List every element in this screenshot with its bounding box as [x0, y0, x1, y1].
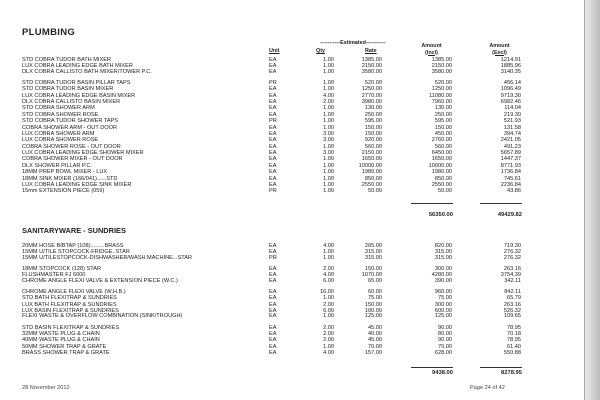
item-unit: EA — [269, 130, 277, 137]
item-amount-incl: 1885.96 — [500, 63, 521, 70]
item-amount-excl: 300.00 — [434, 265, 452, 272]
item-qty: 4.00 — [323, 350, 334, 357]
item-qty: 1.00 — [323, 175, 334, 182]
footer-date: 28 November 2012 — [22, 385, 70, 391]
item-qty: 3.00 — [323, 130, 334, 137]
item-description: LUX COBRA LEADING EDGE BASIN MIXER — [22, 92, 136, 99]
qty-header — [316, 48, 325, 55]
item-amount-incl: 842.11 — [504, 288, 521, 295]
item-rate: 45.00 — [368, 324, 382, 331]
amount-incl-header-line1: Amount — [489, 43, 510, 49]
item-rate: 1650.00 — [361, 156, 382, 163]
item-rate: 130.00 — [364, 105, 382, 112]
item-amount-excl: 560.00 — [434, 143, 452, 150]
item-qty: 2.00 — [323, 99, 334, 106]
item-amount-incl: 719.30 — [503, 243, 521, 249]
item-amount-incl: 526.32 — [503, 308, 521, 314]
table-row — [22, 256, 567, 266]
item-amount-excl: 80.00 — [438, 330, 452, 337]
page-edge-scroll-area[interactable] — [584, 0, 600, 400]
plumbing-total-rule-excl — [411, 203, 453, 204]
item-amount-excl: 70.00 — [438, 343, 452, 350]
item-description: DLX COBRA CALLISTO BASIN MIXER — [22, 99, 121, 106]
table-row — [22, 314, 567, 324]
item-qty: 1.00 — [323, 181, 334, 188]
item-rate: 3980.00 — [361, 99, 382, 106]
item-qty: 1.00 — [323, 79, 334, 86]
item-unit: EA — [269, 124, 277, 131]
item-description: FLUSHMASTER FJ 6000 — [22, 272, 86, 279]
item-description: STD COBRA TUDOR SHOWER TAPS — [22, 118, 119, 125]
item-rate: 40.00 — [368, 330, 382, 337]
item-amount-excl: 90.00 — [438, 324, 452, 331]
item-rate: 315.00 — [364, 254, 382, 261]
item-unit: PR — [269, 254, 277, 261]
item-description: LUX COBRA SHOWER ROSE — [22, 137, 99, 144]
item-amount-incl: 8771.93 — [500, 162, 521, 169]
item-qty: 2.00 — [323, 330, 334, 337]
item-amount-incl: 78.95 — [507, 337, 521, 344]
item-description: CHROME ANGLE FLEXI VALVE & EXTENSION PIECE (W.C.) — [22, 277, 178, 284]
item-qty: 1.00 — [323, 143, 334, 150]
item-description: 18MM STOPCOCK (128) STAR — [22, 265, 102, 272]
item-amount-incl: 276.32 — [503, 249, 521, 256]
item-qty: 1.00 — [323, 188, 334, 195]
item-amount-excl: 150.00 — [434, 124, 452, 131]
item-qty: 2.00 — [323, 324, 334, 331]
item-description: COBRA SHOWER ROSE - OUT DOOR — [22, 143, 121, 150]
item-description: STD BATH FLEXITRAP & SUNDRIES — [22, 295, 117, 302]
item-unit: EA — [269, 63, 277, 70]
item-amount-incl: 70.18 — [507, 330, 521, 337]
item-description: STD COBRA TUDOR BASIN PILLAR TAPS — [22, 79, 131, 86]
plumbing-total-excl: 56350.00 — [428, 212, 453, 218]
item-qty: 1.00 — [323, 86, 334, 93]
item-amount-incl: 6982.46 — [500, 99, 521, 106]
table-row — [22, 70, 567, 80]
item-qty: 1.00 — [323, 169, 334, 176]
item-qty: 1.00 — [323, 57, 334, 63]
item-qty: 6.00 — [323, 308, 334, 314]
item-amount-excl: 125.00 — [434, 313, 452, 320]
item-amount-incl: 2236.84 — [500, 181, 521, 188]
item-unit: EA — [269, 249, 277, 256]
item-unit: EA — [269, 111, 277, 118]
item-unit: EA — [269, 169, 277, 176]
item-amount-incl: 342.11 — [504, 277, 521, 284]
item-rate: 205.00 — [364, 243, 382, 249]
item-description: LUX COBRA SHOWER ARM — [22, 130, 95, 137]
item-qty: 1.00 — [323, 68, 334, 75]
item-amount-incl: 1214.91 — [500, 57, 521, 63]
item-unit: EA — [269, 137, 277, 144]
item-amount-incl: 43.86 — [507, 188, 521, 195]
item-description: 15MM U/TILESTOPCOCK-DISHWASHER/WASH MACHINE...STAR — [22, 254, 193, 261]
plumbing-total-rule-incl — [480, 203, 522, 204]
item-unit: EA — [269, 343, 277, 350]
item-rate: 150.00 — [364, 301, 382, 308]
item-qty: 1.00 — [323, 162, 334, 169]
item-amount-incl: 521.93 — [503, 118, 521, 125]
item-amount-incl: 1096.49 — [500, 86, 521, 93]
item-amount-excl: 4280.00 — [431, 272, 452, 279]
item-amount-incl: 394.74 — [503, 130, 521, 137]
item-amount-incl: 61.40 — [507, 343, 521, 350]
item-amount-excl: 315.00 — [434, 254, 452, 261]
item-unit: EA — [269, 337, 277, 344]
item-amount-incl: 276.32 — [503, 254, 521, 261]
item-unit: EA — [269, 277, 277, 284]
item-amount-incl: 131.58 — [503, 124, 521, 131]
plumbing-total-incl: 49429.82 — [497, 212, 522, 218]
item-amount-incl: 550.88 — [503, 350, 521, 357]
item-unit: EA — [269, 156, 277, 163]
item-description: DLX COBRA CALLISTO BATH MIXER/TOWER P.C. — [22, 68, 152, 75]
item-amount-incl: 219.30 — [503, 111, 521, 118]
item-unit: EA — [269, 105, 277, 112]
item-amount-excl: 75.00 — [438, 295, 452, 302]
item-qty: 3.00 — [323, 137, 334, 144]
item-amount-incl: 745.61 — [503, 175, 521, 182]
item-rate: 520.00 — [364, 79, 382, 86]
unit-header — [269, 48, 279, 55]
page-title: PLUMBING — [22, 27, 76, 38]
item-amount-incl: 263.16 — [503, 265, 521, 272]
item-amount-excl: 1650.00 — [431, 156, 452, 163]
item-amount-excl: 600.00 — [434, 308, 452, 314]
item-rate: 315.00 — [364, 249, 382, 256]
item-qty: 1.00 — [323, 124, 334, 131]
item-rate: 595.00 — [364, 118, 382, 125]
item-unit: EA — [269, 330, 277, 337]
item-rate: 850.00 — [364, 175, 382, 182]
item-rate: 157.00 — [364, 350, 382, 357]
item-unit: EA — [269, 313, 277, 320]
item-amount-excl: 450.00 — [434, 130, 452, 137]
item-description: LUX COBRA LEADING EDGE SINK MIXER — [22, 181, 132, 188]
item-qty: 1.00 — [323, 313, 334, 320]
item-amount-excl: 315.00 — [434, 249, 452, 256]
item-description: 18MM PREP BOWL MIXER - LUX — [22, 169, 108, 176]
sanitary-total-incl: 8278.95 — [501, 370, 522, 376]
item-amount-incl: 3754.39 — [500, 272, 521, 279]
item-amount-incl: 5657.89 — [500, 150, 521, 157]
item-amount-excl: 250.00 — [434, 111, 452, 118]
item-amount-excl: 595.00 — [434, 118, 452, 125]
item-qty: 2.00 — [323, 337, 334, 344]
item-amount-excl: 6450.00 — [431, 150, 452, 157]
item-rate: 2770.00 — [361, 92, 382, 99]
item-rate: 3580.00 — [361, 68, 382, 75]
item-amount-excl: 50.00 — [438, 188, 452, 195]
item-amount-excl: 130.00 — [434, 105, 452, 112]
item-description: LUX BASIN FLEXITRAP & SUNDRIES — [22, 308, 119, 314]
item-qty: 1.00 — [323, 118, 334, 125]
item-rate: 125.00 — [364, 313, 382, 320]
item-unit: PR — [269, 188, 277, 195]
item-rate: 1385.00 — [361, 57, 382, 63]
item-rate: 2150.00 — [361, 63, 382, 70]
item-qty: 4.00 — [323, 92, 334, 99]
item-rate: 1070.00 — [361, 272, 382, 279]
item-qty: 1.00 — [323, 63, 334, 70]
item-unit: EA — [269, 143, 277, 150]
sanitary-total-excl: 9438.00 — [432, 370, 453, 376]
sanitary-table — [22, 243, 567, 356]
unit-header-label: Unit — [269, 48, 280, 54]
plumbing-table — [22, 57, 567, 195]
item-rate: 10000.00 — [358, 162, 382, 169]
item-qty: 1.00 — [323, 105, 334, 112]
item-amount-excl: 10000.00 — [428, 162, 452, 169]
item-unit: EA — [269, 175, 277, 182]
item-description: 15mm EXTENSION PIECE (059) — [22, 188, 105, 195]
item-unit: EA — [269, 150, 277, 157]
item-amount-excl: 300.00 — [434, 301, 452, 308]
item-amount-excl: 960.00 — [434, 288, 452, 295]
item-amount-incl: 3140.35 — [500, 68, 521, 75]
item-rate: 50.00 — [368, 188, 382, 195]
item-qty: 1.00 — [323, 249, 334, 256]
item-amount-incl: 65.79 — [507, 295, 521, 302]
item-amount-incl: 491.23 — [503, 143, 521, 150]
item-description: COBRA SHOWER ARM - OUT DOOR — [22, 124, 117, 131]
item-amount-excl: 2550.00 — [431, 181, 452, 188]
item-amount-excl: 3580.00 — [431, 68, 452, 75]
item-qty: 1.00 — [323, 111, 334, 118]
item-description: STD COBRA SHOWER ARM — [22, 105, 95, 112]
item-unit: PR — [269, 118, 277, 125]
item-qty: 16.00 — [320, 288, 334, 295]
item-qty: 1.00 — [323, 156, 334, 163]
item-description: STD COBRA TUDOR BATH MIXER — [22, 57, 111, 63]
item-qty: 1.00 — [323, 295, 334, 302]
item-rate: 1250.00 — [361, 86, 382, 93]
item-rate: 60.00 — [368, 288, 382, 295]
item-description: CHROME ANGLE FLEXI VALVE (W.H.B.) — [22, 288, 126, 295]
item-unit: PR — [269, 79, 277, 86]
item-rate: 150.00 — [364, 265, 382, 272]
table-row — [22, 188, 567, 194]
item-unit: EA — [269, 86, 277, 93]
item-amount-incl: 263.16 — [503, 301, 521, 308]
item-amount-excl: 2150.00 — [431, 63, 452, 70]
item-amount-incl: 9719.30 — [500, 92, 521, 99]
item-qty: 1.00 — [323, 254, 334, 261]
item-unit: EA — [269, 301, 277, 308]
section-title-sanitary: SANITARYWARE - SUNDRIES — [22, 226, 126, 235]
item-rate: 75.00 — [368, 295, 382, 302]
item-unit: EA — [269, 308, 277, 314]
item-qty: 2.00 — [323, 265, 334, 272]
item-unit: EA — [269, 181, 277, 188]
item-description: 15MM U/TILE STOPCOCK-FRIDGE..STAR — [22, 249, 130, 256]
item-amount-excl: 628.00 — [434, 350, 452, 357]
item-unit: EA — [269, 295, 277, 302]
item-unit: EA — [269, 99, 277, 106]
item-amount-excl: 11080.00 — [429, 92, 452, 99]
item-description: 50MM SHOWER TRAP & GRATE — [22, 343, 107, 350]
item-rate: 2550.00 — [361, 181, 382, 188]
item-unit: EA — [269, 92, 277, 99]
item-qty: 3.00 — [323, 150, 334, 157]
item-description: STD COBRA TUDOR BASIN MIXER — [22, 86, 114, 93]
estimated-header: -----------Estimated----------- — [320, 40, 386, 46]
item-rate: 920.00 — [364, 137, 382, 144]
item-description: FLEXI WASTE & OVERFLOW COMBINATION (SINK/TROUGH) — [22, 313, 183, 320]
rate-header-label: Rate — [365, 48, 377, 54]
item-unit: EA — [269, 57, 277, 63]
item-description: LUX COBRA LEADING EDGE SHOWER MIXER — [22, 150, 144, 157]
item-description: STD BASIN FLEXITRAP & SUNDRIES — [22, 324, 120, 331]
item-description: COBRA SHOWER MIXER - OUT DOOR — [22, 156, 123, 163]
amount-excl-header-line1: Amount — [421, 43, 442, 49]
amount-incl-header — [477, 43, 522, 56]
item-amount-excl: 7960.00 — [431, 99, 452, 106]
item-unit: EA — [269, 350, 277, 357]
item-rate: 70.00 — [368, 343, 382, 350]
item-description: STD COBRA SHOWER ROSE — [22, 111, 99, 118]
item-rate: 150.00 — [364, 130, 382, 137]
item-amount-incl: 109.65 — [503, 313, 521, 320]
item-rate: 560.00 — [364, 143, 382, 150]
item-description: BRASS SHOWER TRAP & GRATE — [22, 350, 110, 357]
item-unit: EA — [269, 68, 277, 75]
rate-header — [365, 48, 377, 55]
item-amount-excl: 1385.00 — [431, 57, 452, 63]
item-qty: 4.00 — [323, 272, 334, 279]
item-amount-incl: 2421.05 — [500, 137, 521, 144]
item-amount-excl: 850.00 — [434, 175, 452, 182]
item-description: 40MM WASTE PLUG & CHAIN — [22, 337, 100, 344]
item-amount-excl: 1250.00 — [431, 86, 452, 93]
item-amount-excl: 90.00 — [438, 337, 452, 344]
qty-header-label: Qty — [316, 48, 325, 54]
item-amount-excl: 1980.00 — [431, 169, 452, 176]
item-description: DLX SHOWER PILLAR P.C. — [22, 162, 93, 169]
item-amount-incl: 78.95 — [507, 324, 521, 331]
item-unit: EA — [269, 265, 277, 272]
table-row — [22, 350, 567, 356]
item-amount-incl: 1736.84 — [500, 169, 521, 176]
amount-incl-header-line2: (Excl) — [492, 49, 507, 56]
item-description: 32MM WASTE PLUG & CHAIN — [22, 330, 100, 337]
sanitary-total-rule-excl — [411, 367, 453, 368]
item-description: 18MM SINK MIXER (166/041)......STD — [22, 175, 118, 182]
item-unit: EA — [269, 324, 277, 331]
sanitary-total-rule-incl — [480, 367, 522, 368]
item-description: LUX COBRA LEADING EDGE BATH MIXER — [22, 63, 133, 70]
item-rate: 45.00 — [368, 337, 382, 344]
item-amount-excl: 820.00 — [434, 243, 452, 249]
item-rate: 100.00 — [364, 308, 382, 314]
footer-page-number: Page 24 of 42 — [470, 385, 505, 391]
item-unit: EA — [269, 162, 277, 169]
item-rate: 65.00 — [368, 277, 382, 284]
amount-excl-header — [409, 43, 454, 56]
item-qty: 6.00 — [323, 277, 334, 284]
item-rate: 1980.00 — [361, 169, 382, 176]
amount-excl-header-line2: (Incl) — [425, 49, 438, 56]
item-qty: 1.00 — [323, 343, 334, 350]
item-rate: 150.00 — [364, 124, 382, 131]
item-rate: 250.00 — [364, 111, 382, 118]
table-row — [22, 279, 567, 289]
item-amount-excl: 390.00 — [434, 277, 452, 284]
item-amount-incl: 1447.37 — [500, 156, 521, 163]
item-qty: 4.00 — [323, 243, 334, 249]
item-description: LUX BATH FLEXITRAP & SUNDRIES — [22, 301, 117, 308]
item-rate: 2150.00 — [361, 150, 382, 157]
item-unit: EA — [269, 243, 277, 249]
item-amount-excl: 2760.00 — [431, 137, 452, 144]
item-qty: 2.00 — [323, 301, 334, 308]
item-amount-excl: 520.00 — [434, 79, 452, 86]
item-description: 20MM HOSE BIBTAP (108).........BRASS — [22, 243, 124, 249]
item-amount-incl: 114.04 — [504, 105, 521, 112]
item-unit: EA — [269, 288, 277, 295]
item-amount-incl: 456.14 — [503, 79, 521, 86]
item-unit: EA — [269, 272, 277, 279]
